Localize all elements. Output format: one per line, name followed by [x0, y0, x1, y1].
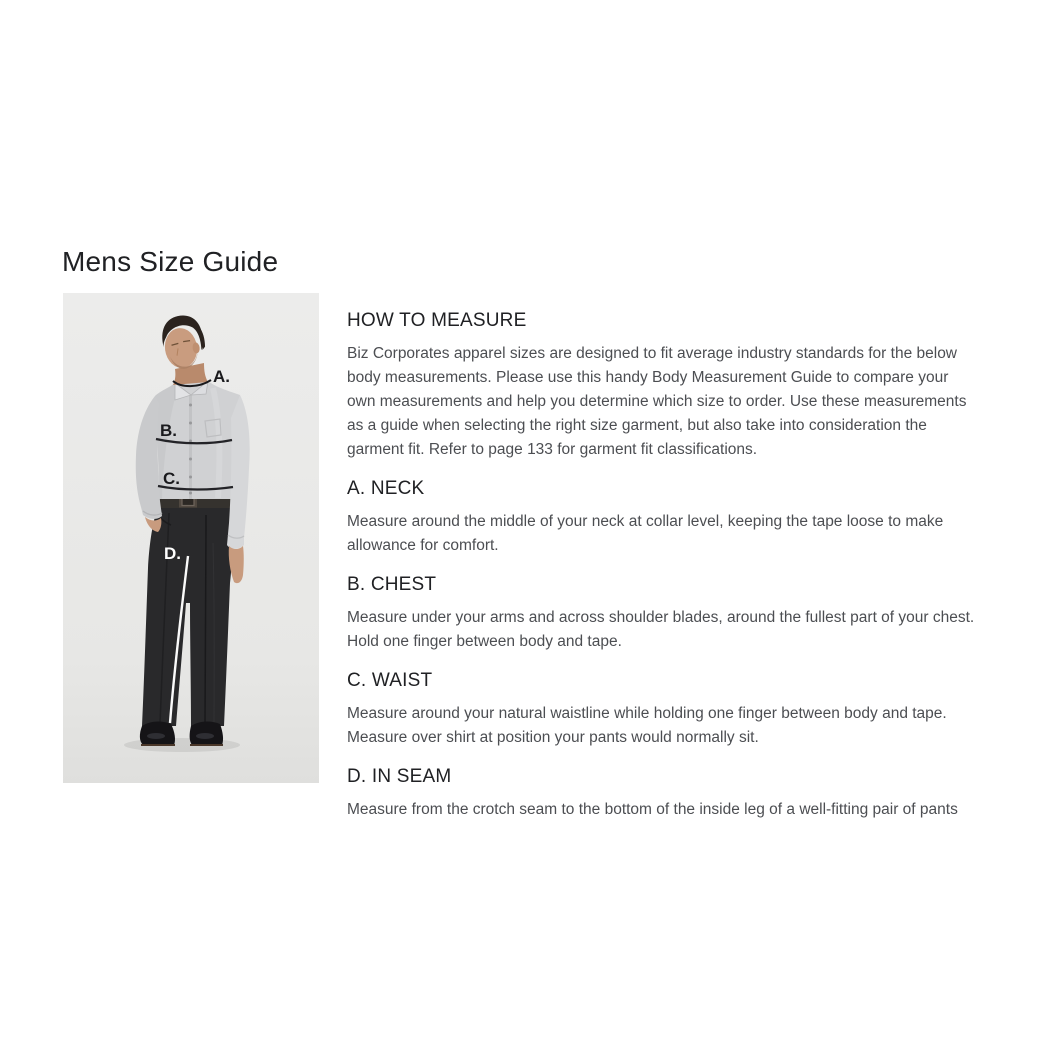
page-title: Mens Size Guide [62, 245, 279, 277]
measure-instructions [347, 309, 981, 822]
how-to-measure-body: Biz Corporates apparel sizes are designed to fit average industry standards for the below body measurements. Please use this handy Body Measurement Guide to compare your own measurements and help you determine which size to order. Use these measurements as a guide when selecting the right size garment, but also take into consideration the garment fit. Refer to page 133 for garment fit classifications. [347, 345, 967, 458]
section-inseam-body: Measure from the crotch seam to the bottom of the inside leg of a well-fitting pair of pants [347, 801, 958, 818]
section-chest-heading: B. CHEST [347, 574, 437, 595]
neck-label: A. [213, 367, 230, 386]
section-waist-heading: C. WAIST [347, 670, 433, 691]
section-neck-body: Measure around the middle of your neck at collar level, keeping the tape loose to make allowance for comfort. [347, 513, 944, 554]
section-inseam [347, 765, 981, 822]
section-waist [347, 669, 981, 750]
how-to-measure-intro [347, 309, 981, 462]
measurement-figure [63, 293, 319, 783]
section-waist-body: Measure around your natural waistline while holding one finger between body and tape. Measure over shirt at position your pants would normally sit. [347, 705, 947, 746]
section-chest [347, 573, 981, 654]
measurement-figure-illustration [63, 293, 319, 783]
chest-label: B. [160, 421, 177, 440]
section-inseam-heading: D. IN SEAM [347, 766, 452, 787]
waist-label: C. [163, 469, 180, 488]
section-neck-heading: A. NECK [347, 478, 425, 499]
how-to-measure-heading: HOW TO MEASURE [347, 310, 527, 331]
section-chest-body: Measure under your arms and across shoulder blades, around the fullest part of your chest. Hold one finger between body and tape. [347, 609, 975, 650]
section-neck [347, 477, 981, 558]
inseam-label: D. [164, 544, 181, 563]
